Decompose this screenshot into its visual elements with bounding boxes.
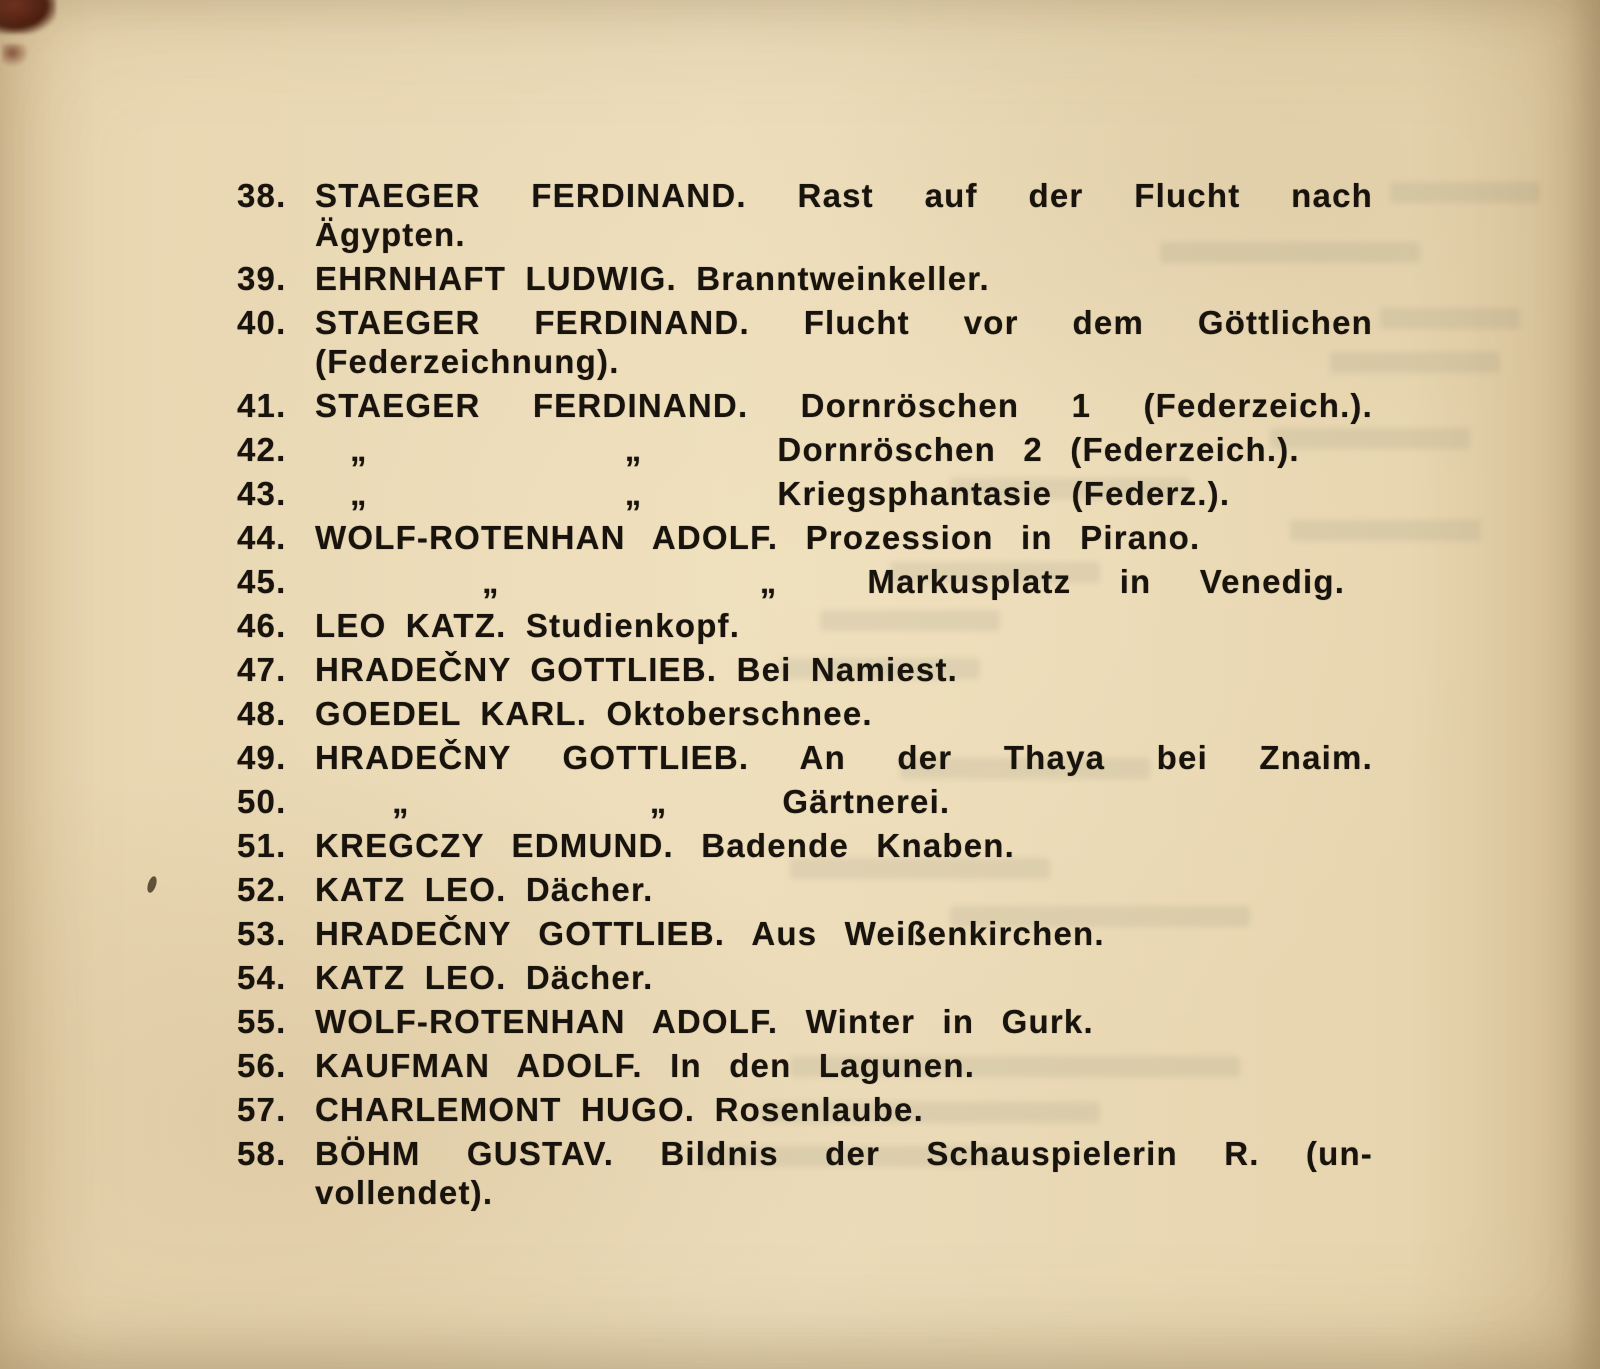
entry-number: 47. <box>237 651 287 688</box>
entry-number: 39. <box>237 260 287 297</box>
artwork-title: An der Thaya bei Znaim. <box>799 739 1373 776</box>
artist-name: KATZ LEO. <box>315 871 507 908</box>
catalog-entry <box>237 518 1373 557</box>
artist-name: STAEGER FERDINAND. <box>315 387 749 424</box>
artist-name: KAUFMAN ADOLF. <box>315 1047 643 1084</box>
artist-name: HRADEČNY GOTTLIEB. <box>315 915 726 952</box>
artist-name: STAEGER FERDINAND. <box>315 304 750 341</box>
artwork-title: Winter in Gurk. <box>805 1003 1094 1040</box>
entry-line <box>237 474 1373 513</box>
ditto-mark: „ <box>759 563 778 600</box>
entry-line <box>237 176 1373 215</box>
scan-stain <box>2 44 28 66</box>
entry-number: 38. <box>237 177 287 214</box>
entry-number: 48. <box>237 695 287 732</box>
artist-name: KATZ LEO. <box>315 959 507 996</box>
ditto-mark: „ <box>350 475 368 512</box>
artwork-title: Dächer. <box>525 871 654 908</box>
catalog-list <box>237 176 1373 1217</box>
entry-body <box>315 518 1373 557</box>
entry-body <box>315 1090 1373 1129</box>
entry-body <box>315 303 1373 342</box>
catalog-entry <box>237 606 1373 645</box>
entry-line <box>237 562 1373 601</box>
entry-number: 44. <box>237 519 287 556</box>
catalog-entry <box>237 1090 1373 1129</box>
catalog-entry <box>237 782 1373 821</box>
artwork-title: Oktoberschnee. <box>606 695 873 732</box>
entry-body <box>315 562 1373 601</box>
artwork-title: Dornröschen 2 (Federzeich.). <box>777 431 1300 468</box>
entry-number: 58. <box>237 1135 287 1172</box>
entry-body <box>315 430 1373 469</box>
entry-line <box>237 386 1373 425</box>
entry-number-spacer <box>237 342 315 381</box>
catalog-entry <box>237 694 1373 733</box>
entry-line <box>237 914 1373 953</box>
catalog-entry <box>237 1046 1373 1085</box>
entry-line <box>237 1046 1373 1085</box>
ditto-mark: „ <box>482 563 500 600</box>
catalog-entry <box>237 1002 1373 1041</box>
entry-line <box>237 215 1373 254</box>
artwork-title: Rosenlaube. <box>714 1091 924 1128</box>
entry-body <box>315 1134 1373 1173</box>
catalog-entry <box>237 176 1373 254</box>
entry-number: 54. <box>237 959 287 996</box>
catalog-entry <box>237 259 1373 298</box>
entry-body <box>315 650 1373 689</box>
entry-body <box>315 386 1373 425</box>
entry-line <box>237 342 1373 381</box>
entry-line <box>237 303 1373 342</box>
entry-body <box>315 870 1373 909</box>
artist-name: KREGCZY EDMUND. <box>315 827 674 864</box>
artist-name: LEO KATZ. <box>315 607 507 644</box>
entry-body <box>315 1046 1373 1085</box>
artwork-title: Badende Knaben. <box>701 827 1016 864</box>
artist-name: WOLF-ROTENHAN ADOLF. <box>315 519 779 556</box>
entry-line <box>237 1002 1373 1041</box>
artist-name: BÖHM GUSTAV. <box>315 1135 615 1172</box>
entry-line <box>237 650 1373 689</box>
entry-number: 46. <box>237 607 287 644</box>
entry-line <box>237 870 1373 909</box>
entry-number: 57. <box>237 1091 287 1128</box>
artwork-title: Studienkopf. <box>525 607 741 644</box>
entry-line <box>237 430 1373 469</box>
entry-number: 51. <box>237 827 287 864</box>
catalog-entry <box>237 1134 1373 1212</box>
artwork-title: Gärtnerei. <box>782 783 951 820</box>
entry-number: 49. <box>237 739 287 776</box>
artwork-title: Bei Namiest. <box>736 651 959 688</box>
entry-body <box>315 738 1373 777</box>
artwork-title: Bildnis der Schauspielerin R. (un- <box>660 1135 1373 1172</box>
scan-stain <box>0 0 56 34</box>
entry-number-spacer <box>237 215 315 254</box>
catalog-entry <box>237 914 1373 953</box>
ditto-mark: „ <box>649 783 668 820</box>
entry-number: 56. <box>237 1047 287 1084</box>
catalog-entry <box>237 474 1373 513</box>
entry-line <box>237 826 1373 865</box>
title-continuation: Ägypten. <box>315 216 466 253</box>
entry-body <box>315 259 1373 298</box>
entry-body <box>315 606 1373 645</box>
entry-number-spacer <box>237 1173 315 1212</box>
entry-number: 40. <box>237 304 287 341</box>
artist-name: WOLF-ROTENHAN ADOLF. <box>315 1003 779 1040</box>
entry-line <box>237 606 1373 645</box>
artwork-title: Rast auf der Flucht nach <box>797 177 1374 214</box>
catalog-entry <box>237 870 1373 909</box>
entry-line <box>237 1090 1373 1129</box>
entry-number: 55. <box>237 1003 287 1040</box>
title-continuation: vollendet). <box>315 1174 494 1211</box>
artist-name: HRADEČNY GOTTLIEB. <box>315 651 718 688</box>
ditto-mark: „ <box>392 783 410 820</box>
catalog-entry <box>237 386 1373 425</box>
catalog-entry <box>237 430 1373 469</box>
artist-name: CHARLEMONT HUGO. <box>315 1091 696 1128</box>
artist-name: HRADEČNY GOTTLIEB. <box>315 739 750 776</box>
entry-body <box>315 694 1373 733</box>
catalog-entry <box>237 826 1373 865</box>
ditto-mark: „ <box>350 431 368 468</box>
catalog-entry <box>237 303 1373 381</box>
ditto-mark: „ <box>624 431 643 468</box>
entry-number: 53. <box>237 915 287 952</box>
catalog-entry <box>237 738 1373 777</box>
entry-body <box>315 914 1373 953</box>
artwork-title: Markusplatz in Venedig. <box>867 563 1346 600</box>
entry-body <box>315 826 1373 865</box>
entry-body <box>315 176 1373 215</box>
entry-line <box>237 1134 1373 1173</box>
artist-name: EHRNHAFT LUDWIG. <box>315 260 677 297</box>
entry-line <box>237 259 1373 298</box>
title-continuation: (Federzeichnung). <box>315 343 620 380</box>
artist-name: STAEGER FERDINAND. <box>315 177 747 214</box>
artwork-title: Branntweinkeller. <box>696 260 990 297</box>
artwork-title: Kriegsphantasie (Federz.). <box>777 475 1231 512</box>
entry-body <box>315 474 1373 513</box>
ink-speck <box>146 875 159 894</box>
artist-name: GOEDEL KARL. <box>315 695 588 732</box>
entry-line <box>237 782 1373 821</box>
entry-line <box>237 958 1373 997</box>
catalog-entry <box>237 650 1373 689</box>
entry-line <box>237 518 1373 557</box>
entry-number: 42. <box>237 431 287 468</box>
catalog-entry <box>237 562 1373 601</box>
ditto-mark: „ <box>624 475 643 512</box>
entry-line <box>237 694 1373 733</box>
entry-body <box>315 958 1373 997</box>
artwork-title: Flucht vor dem Göttlichen <box>803 304 1373 341</box>
entry-number: 41. <box>237 387 287 424</box>
artwork-title: Prozession in Pirano. <box>805 519 1201 556</box>
entry-body <box>315 1002 1373 1041</box>
artwork-title: Dächer. <box>525 959 654 996</box>
entry-number: 43. <box>237 475 287 512</box>
entry-number: 52. <box>237 871 287 908</box>
catalog-entry <box>237 958 1373 997</box>
entry-body <box>315 782 1373 821</box>
artwork-title: In den Lagunen. <box>670 1047 976 1084</box>
entry-number: 45. <box>237 563 287 600</box>
entry-line <box>237 738 1373 777</box>
artwork-title: Aus Weißenkirchen. <box>751 915 1105 952</box>
entry-line <box>237 1173 1373 1212</box>
entry-number: 50. <box>237 783 287 820</box>
artwork-title: Dornröschen 1 (Federzeich.). <box>800 387 1373 424</box>
